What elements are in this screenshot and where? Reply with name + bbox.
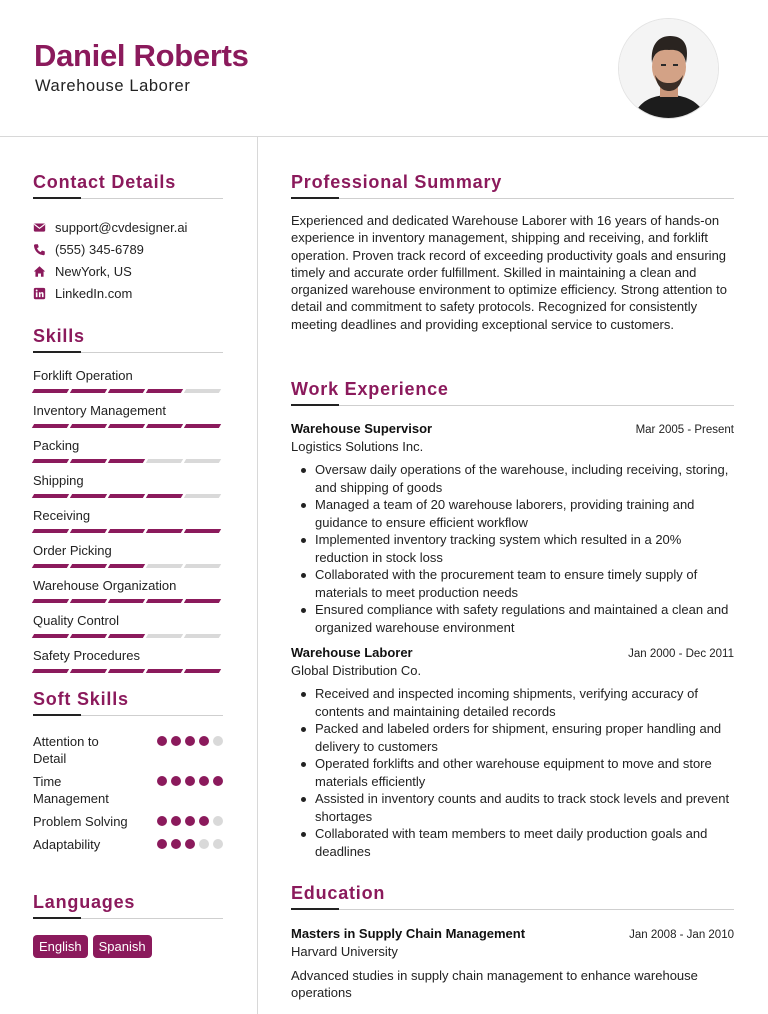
skill-name: Receiving xyxy=(33,508,91,523)
education-date: Jan 2008 - Jan 2010 xyxy=(629,929,734,941)
skill-item xyxy=(33,647,223,679)
skill-level-segment xyxy=(32,529,69,533)
soft-skill-item xyxy=(33,836,223,859)
job-bullet: Operated forklifts and other warehouse equipment to move and store materials efficiently xyxy=(291,755,734,790)
skill-name: Safety Procedures xyxy=(33,648,140,663)
skill-level-segment xyxy=(146,424,183,428)
resume-header xyxy=(0,0,768,137)
skill-level-segment xyxy=(70,459,107,463)
job-entry xyxy=(291,645,734,860)
school-name: Harvard University xyxy=(291,944,398,959)
education-header xyxy=(291,926,734,941)
skill-level-segment xyxy=(184,669,221,673)
skill-level-segment xyxy=(184,494,221,498)
skill-item xyxy=(33,577,223,609)
contact-linkedin[interactable] xyxy=(33,282,223,304)
job-bullet: Packed and labeled orders for shipment, ensuring proper handling and delivery to customers xyxy=(291,720,734,755)
skill-name: Quality Control xyxy=(33,613,119,628)
skill-level-segment xyxy=(70,634,107,638)
skill-level-segment xyxy=(108,669,145,673)
skill-level-segment xyxy=(146,459,183,463)
skill-level-segment xyxy=(32,494,69,498)
skill-level-segment xyxy=(70,529,107,533)
job-date: Jan 2000 - Dec 2011 xyxy=(628,648,734,660)
rating-dot xyxy=(171,776,181,786)
rating-dot xyxy=(157,839,167,849)
skill-item xyxy=(33,542,223,574)
contact-heading: Contact Details xyxy=(33,172,177,192)
job-bullet: Collaborated with team members to meet daily production goals and deadlines xyxy=(291,825,734,860)
language-tag: English xyxy=(33,935,88,958)
skill-level-bar xyxy=(33,634,223,638)
skill-level-segment xyxy=(108,529,145,533)
skill-level-segment xyxy=(108,459,145,463)
soft-skills-heading: Soft Skills xyxy=(33,689,129,709)
education-section xyxy=(291,883,734,1002)
skill-level-segment xyxy=(108,634,145,638)
summary-heading: Professional Summary xyxy=(291,172,503,192)
job-bullet: Ensured compliance with safety regulations and maintained a clean and organized warehouse environment xyxy=(291,601,734,636)
rating-dot xyxy=(157,776,167,786)
skill-item xyxy=(33,437,223,469)
experience-section xyxy=(291,379,734,860)
section-rule xyxy=(33,715,223,716)
job-header xyxy=(291,645,734,660)
rating-dot xyxy=(185,839,195,849)
section-rule xyxy=(33,198,223,199)
rating-dot xyxy=(213,816,223,826)
skills-heading: Skills xyxy=(33,326,85,346)
contact-location-text: NewYork, US xyxy=(55,263,132,279)
section-rule xyxy=(291,198,734,199)
job-bullets xyxy=(291,461,734,636)
job-bullet: Assisted in inventory counts and audits to track stock levels and prevent shortages xyxy=(291,790,734,825)
skill-level-segment xyxy=(32,564,69,568)
skill-level-segment xyxy=(32,389,69,393)
skill-level-bar xyxy=(33,424,223,428)
contact-section xyxy=(33,172,223,304)
section-rule xyxy=(33,352,223,353)
skill-level-segment xyxy=(70,564,107,568)
skill-name: Forklift Operation xyxy=(33,368,133,383)
education-description: Advanced studies in supply chain management to enhance warehouse operations xyxy=(291,968,698,1001)
contact-email[interactable] xyxy=(33,216,223,238)
job-bullet: Received and inspected incoming shipments, verifying accuracy of contents and maintaining detailed records xyxy=(291,685,734,720)
skill-level-bar xyxy=(33,564,223,568)
skill-level-bar xyxy=(33,529,223,533)
education-entry xyxy=(291,926,734,1002)
skill-level-bar xyxy=(33,459,223,463)
skill-level-segment xyxy=(146,634,183,638)
job-bullet: Implemented inventory tracking system which resulted in a 20% reduction in stock loss xyxy=(291,531,734,566)
rating-dot xyxy=(213,776,223,786)
language-tag: Spanish xyxy=(93,935,152,958)
contact-email-text: support@cvdesigner.ai xyxy=(55,219,188,235)
skill-item xyxy=(33,507,223,539)
rating-dot xyxy=(171,736,181,746)
skill-level-segment xyxy=(184,634,221,638)
rating-dot xyxy=(199,816,209,826)
rating-dot xyxy=(185,776,195,786)
languages-heading: Languages xyxy=(33,892,136,912)
rating-dot xyxy=(213,736,223,746)
soft-skill-name: Adaptability xyxy=(33,837,101,852)
experience-heading: Work Experience xyxy=(291,379,449,399)
rating-dot xyxy=(157,816,167,826)
rating-dot xyxy=(157,736,167,746)
degree-title: Masters in Supply Chain Management xyxy=(291,926,526,941)
soft-skills-section xyxy=(33,689,223,859)
job-header xyxy=(291,421,734,436)
contact-phone-text: (555) 345-6789 xyxy=(55,241,144,257)
skill-level-segment xyxy=(146,669,183,673)
job-bullets xyxy=(291,685,734,860)
section-rule xyxy=(33,918,223,919)
skill-level-segment xyxy=(146,529,183,533)
soft-skill-rating xyxy=(157,839,223,849)
soft-skill-name: Problem Solving xyxy=(33,814,128,829)
candidate-title: Warehouse Laborer xyxy=(35,77,191,95)
job-date: Mar 2005 - Present xyxy=(635,424,734,436)
skill-item xyxy=(33,402,223,434)
profile-photo xyxy=(618,18,719,119)
skill-level-segment xyxy=(146,389,183,393)
soft-skill-name: Time Management xyxy=(33,774,109,806)
skill-level-segment xyxy=(184,529,221,533)
skill-level-segment xyxy=(70,494,107,498)
skill-level-segment xyxy=(146,494,183,498)
soft-skill-item xyxy=(33,773,223,813)
skill-level-segment xyxy=(146,599,183,603)
rating-dot xyxy=(199,839,209,849)
linkedin-icon xyxy=(33,287,46,300)
skill-item xyxy=(33,472,223,504)
phone-icon xyxy=(33,243,46,256)
skill-level-segment xyxy=(32,424,69,428)
skill-level-segment xyxy=(184,459,221,463)
skill-level-segment xyxy=(184,424,221,428)
section-rule xyxy=(291,909,734,910)
skills-section xyxy=(33,326,223,679)
soft-skill-item xyxy=(33,733,223,773)
soft-skill-item xyxy=(33,813,223,836)
skill-level-segment xyxy=(184,564,221,568)
skill-name: Shipping xyxy=(33,473,84,488)
candidate-name: Daniel Roberts xyxy=(34,38,249,73)
soft-skill-name: Attention to Detail xyxy=(33,734,99,766)
rating-dot xyxy=(185,816,195,826)
skill-name: Warehouse Organization xyxy=(33,578,177,593)
skill-level-segment xyxy=(184,389,221,393)
contact-phone[interactable] xyxy=(33,238,223,260)
skill-level-segment xyxy=(70,669,107,673)
skill-name: Order Picking xyxy=(33,543,112,558)
envelope-icon xyxy=(33,221,46,234)
home-icon xyxy=(33,265,46,278)
skill-level-bar xyxy=(33,494,223,498)
skill-level-segment xyxy=(70,599,107,603)
rating-dot xyxy=(199,736,209,746)
column-divider xyxy=(257,137,258,1014)
rating-dot xyxy=(171,816,181,826)
skill-level-segment xyxy=(32,634,69,638)
rating-dot xyxy=(213,839,223,849)
skill-level-segment xyxy=(184,599,221,603)
skill-level-segment xyxy=(32,459,69,463)
languages-section xyxy=(33,892,223,958)
rating-dot xyxy=(199,776,209,786)
skill-level-bar xyxy=(33,669,223,673)
contact-location xyxy=(33,260,223,282)
skill-level-bar xyxy=(33,599,223,603)
job-title: Warehouse Laborer xyxy=(291,645,413,660)
skill-level-segment xyxy=(108,599,145,603)
rating-dot xyxy=(171,839,181,849)
skill-item xyxy=(33,612,223,644)
section-rule xyxy=(291,405,734,406)
skill-level-segment xyxy=(32,599,69,603)
skill-item xyxy=(33,367,223,399)
skill-name: Inventory Management xyxy=(33,403,166,418)
job-bullet: Oversaw daily operations of the warehouse, including receiving, storing, and shipping of goods xyxy=(291,461,734,496)
skill-level-segment xyxy=(146,564,183,568)
job-bullet: Managed a team of 20 warehouse laborers, providing training and guidance to ensure efficient workflow xyxy=(291,496,734,531)
summary-text: Experienced and dedicated Warehouse Laborer with 16 years of hands-on experience in inventory management, shipping and receiving, and forklift operation. Proven track record of exceeding productivity goals and ensuring timely and accurate order fulfillment. Skilled in maintaining a clean and organized warehouse environment to optimize efficiency. Strong attention to detail and commitment to safety protocols. Recognized for consistently meeting deadlines and providing exceptional service to customers. xyxy=(291,213,727,332)
contact-linkedin-text: LinkedIn.com xyxy=(55,285,133,301)
skill-level-segment xyxy=(108,564,145,568)
skill-level-bar xyxy=(33,389,223,393)
skill-name: Packing xyxy=(33,438,80,453)
skill-level-segment xyxy=(108,494,145,498)
job-entry xyxy=(291,421,734,636)
education-heading: Education xyxy=(291,883,386,903)
job-bullet: Collaborated with the procurement team to ensure timely supply of materials to meet production needs xyxy=(291,566,734,601)
skill-level-segment xyxy=(32,669,69,673)
soft-skill-rating xyxy=(157,776,223,786)
soft-skill-rating xyxy=(157,816,223,826)
job-company: Global Distribution Co. xyxy=(291,663,422,678)
rating-dot xyxy=(185,736,195,746)
job-title: Warehouse Supervisor xyxy=(291,421,433,436)
skill-level-segment xyxy=(70,424,107,428)
skill-level-segment xyxy=(70,389,107,393)
skill-level-segment xyxy=(108,424,145,428)
job-company: Logistics Solutions Inc. xyxy=(291,439,424,454)
summary-section xyxy=(291,172,734,333)
soft-skill-rating xyxy=(157,736,223,746)
skill-level-segment xyxy=(108,389,145,393)
